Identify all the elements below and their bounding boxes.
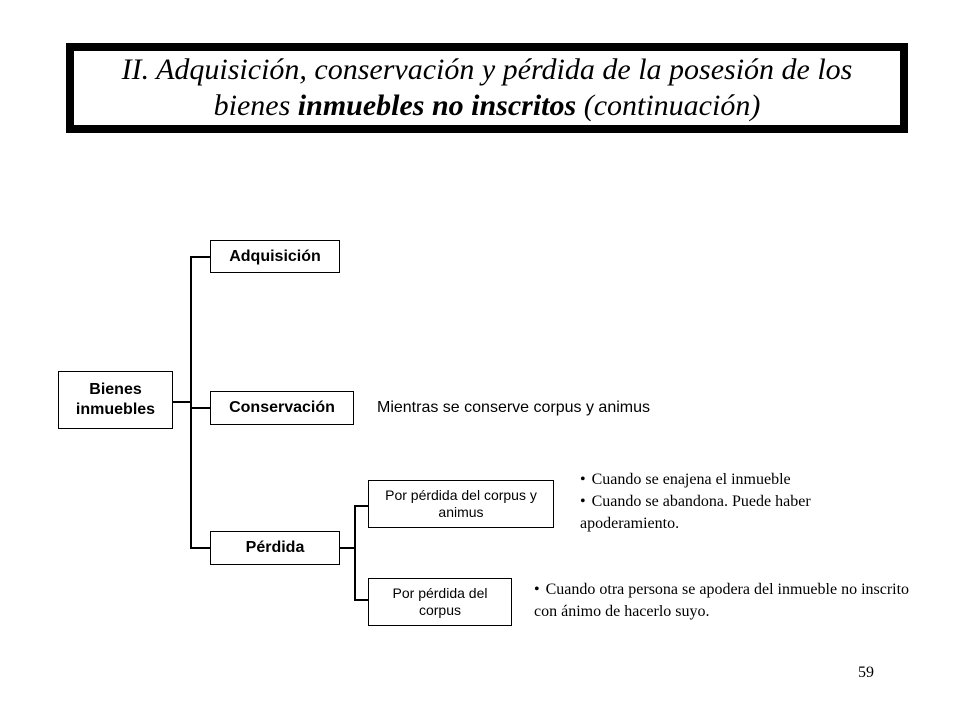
branch-2-notes xyxy=(534,579,919,623)
connector-main-v xyxy=(190,256,192,548)
bullet-icon: • xyxy=(580,493,586,510)
perdida-label: Pérdida xyxy=(245,539,305,556)
title-emphasis: inmuebles no inscritos xyxy=(297,89,577,122)
bullet-icon: • xyxy=(534,581,540,598)
branch-node xyxy=(368,578,512,626)
title-part-2: bienes xyxy=(213,89,298,122)
connector-perdida-v xyxy=(354,505,356,601)
branch-node xyxy=(368,480,554,528)
list-item xyxy=(580,469,880,491)
branch-label: Por pérdida del corpus y animus xyxy=(385,487,537,520)
list-item xyxy=(534,579,919,623)
note-text: Cuando se abandona. Puede haber apoderamiento. xyxy=(580,493,811,532)
perdida-node xyxy=(210,531,340,565)
root-label: Bienes inmuebles xyxy=(75,381,156,418)
adquisicion-node xyxy=(210,240,340,273)
connector-perdida-h xyxy=(190,547,210,549)
bullet-icon: • xyxy=(580,471,586,488)
page-number: 59 xyxy=(858,664,874,681)
connector-perdida-out-h xyxy=(340,547,355,549)
note-text: Cuando otra persona se apodera del inmueble no inscrito con ánimo de hacerlo suyo. xyxy=(534,581,910,620)
conservacion-node xyxy=(210,391,354,425)
title-part-3: (continuación) xyxy=(576,89,761,122)
connector-root-h xyxy=(173,401,191,403)
connector-branch-1-h xyxy=(354,505,368,507)
conservacion-label: Conservación xyxy=(229,399,335,416)
note-text: Cuando se enajena el inmueble xyxy=(591,471,791,488)
branch-1-notes xyxy=(580,469,880,535)
connector-conservacion-h xyxy=(190,407,210,409)
connector-branch-2-h xyxy=(354,599,368,601)
conservacion-note: Mientras se conserve corpus y animus xyxy=(377,399,650,416)
connector-adquisicion-h xyxy=(190,256,210,258)
root-node xyxy=(58,371,173,429)
list-item xyxy=(580,491,880,535)
title-line-1: II. Adquisición, conservación y pérdida de la posesión de los xyxy=(121,53,853,86)
branch-label: Por pérdida del corpus xyxy=(392,585,488,618)
adquisicion-label: Adquisición xyxy=(229,247,321,265)
slide-title xyxy=(66,43,908,133)
